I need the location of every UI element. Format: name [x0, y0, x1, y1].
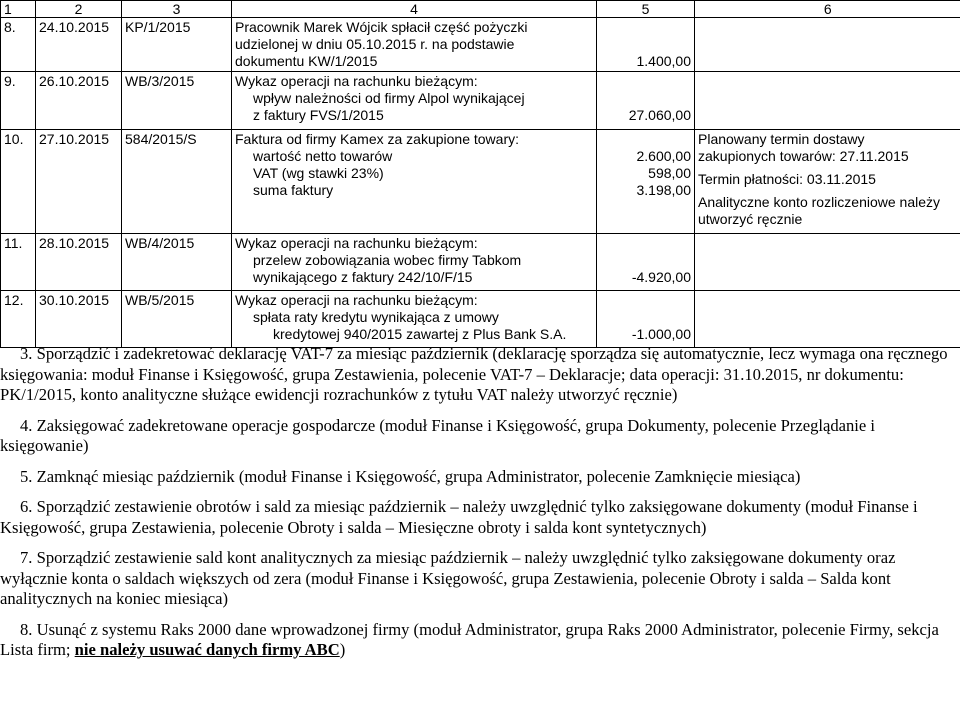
row-number: 8.	[1, 18, 36, 72]
table-row	[1, 234, 960, 291]
row-document: KP/1/2015	[122, 18, 232, 72]
row-amount	[597, 234, 695, 291]
row-document: WB/3/2015	[122, 72, 232, 130]
row-amount	[597, 18, 695, 72]
row-date: 24.10.2015	[36, 18, 122, 72]
row-description	[232, 18, 597, 72]
instruction-8-tail: )	[339, 640, 346, 659]
amount-line	[600, 131, 691, 148]
amount-line: 3.198,00	[636, 182, 691, 198]
instruction-7: 7. Sporządzić zestawienie sald kont analitycznych za miesiąc październik – należy uwzględnić tylko zaksięgowane dokumenty oraz wyłącznie konta o saldach większych od zera (moduł Finanse i Księgowość, grupa Zestawienia, polecenie Obroty i salda – Salda kont analitycznych na koniec miesiąca)	[0, 548, 896, 608]
table-row	[1, 18, 960, 72]
description-line: wynikającego z faktury 242/10/F/15	[253, 269, 473, 285]
row-notes	[695, 18, 960, 72]
instruction-8	[0, 620, 956, 661]
row-notes	[695, 130, 960, 234]
amount-line: 1.400,00	[636, 53, 691, 69]
instruction-6: 6. Sporządzić zestawienie obrotów i sald za miesiąc październik – należy uwzględnić tylko zaksięgowane dokumenty (moduł Finanse i Księgowość, grupa Zestawienia, polecenie Obroty i salda – Miesięczne obroty i salda kont syntetycznych)	[0, 497, 918, 537]
row-date: 26.10.2015	[36, 72, 122, 130]
description-line: kredytowej 940/2015 zawartej z Plus Bank S.A.	[273, 326, 567, 342]
row-amount	[597, 291, 695, 348]
row-notes	[695, 291, 960, 348]
note-line: utworzyć ręcznie	[698, 211, 803, 227]
note-line: zakupionych towarów: 27.11.2015	[698, 148, 909, 164]
amount-line	[600, 73, 691, 90]
amount-line: -1.000,00	[631, 326, 691, 342]
header-col-6: 6	[695, 1, 960, 18]
row-notes	[695, 234, 960, 291]
description-line: spłata raty kredytu wynikająca z umowy	[253, 309, 499, 325]
row-number: 10.	[1, 130, 36, 234]
description-line: wartość netto towarów	[253, 148, 393, 164]
instruction-3: 3. Sporządzić i zadekretować deklarację VAT-7 za miesiąc październik (deklarację sporządza się automatycznie, lecz wymaga ona ręcznego księgowania: moduł Finanse i Księgowość, grupa Zestawienia, polecenie VAT-7 – Deklaracje; data operacji: 31.10.2015, nr dokumentu: PK/1/2015, konto analityczne służące ewidencji rozrachunków z tytułu VAT należy utworzyć ręcznie)	[0, 344, 948, 404]
row-number: 12.	[1, 291, 36, 348]
row-description	[232, 72, 597, 130]
amount-line	[600, 309, 691, 326]
table-header-row	[1, 1, 960, 18]
row-description	[232, 130, 597, 234]
amount-line: 2.600,00	[636, 148, 691, 164]
table-row	[1, 291, 960, 348]
description-line: dokumentu KW/1/2015	[235, 53, 378, 69]
instruction-4: 4. Zaksięgować zadekretowane operacje gospodarcze (moduł Finanse i Księgowość, grupa Dokumenty, polecenie Przeglądanie i księgowanie)	[0, 415, 876, 455]
instruction-5: 5. Zamknąć miesiąc październik (moduł Finanse i Księgowość, grupa Administrator, polecenie Zamknięcie miesiąca)	[20, 466, 801, 486]
note-line: Planowany termin dostawy	[698, 131, 865, 147]
note-line: Analityczne konto rozliczeniowe należy	[698, 194, 941, 210]
description-line: Faktura od firmy Kamex za zakupione towary:	[235, 131, 520, 147]
amount-line	[600, 235, 691, 252]
amount-line	[600, 90, 691, 107]
amount-line: -4.920,00	[631, 269, 691, 285]
instruction-8-emphasis: nie należy usuwać danych firmy ABC	[74, 640, 340, 659]
instructions	[0, 344, 956, 671]
amount-line	[600, 292, 691, 309]
description-line: wpływ należności od firmy Alpol wynikającej	[253, 90, 525, 106]
description-line: udzielonej w dniu 05.10.2015 r. na podstawie	[235, 36, 515, 52]
row-amount	[597, 72, 695, 130]
row-document: 584/2015/S	[122, 130, 232, 234]
row-number: 9.	[1, 72, 36, 130]
operations-table	[0, 0, 960, 348]
header-col-2: 2	[36, 1, 122, 18]
description-line: z faktury FVS/1/2015	[253, 107, 384, 123]
description-line: Pracownik Marek Wójcik spłacił część pożyczki	[235, 19, 528, 35]
row-number: 11.	[1, 234, 36, 291]
amount-line: 27.060,00	[628, 107, 691, 123]
table-row	[1, 72, 960, 130]
row-description	[232, 291, 597, 348]
amount-line	[600, 252, 691, 269]
row-date: 30.10.2015	[36, 291, 122, 348]
row-date: 28.10.2015	[36, 234, 122, 291]
header-col-3: 3	[122, 1, 232, 18]
amount-line	[600, 36, 691, 53]
row-description	[232, 234, 597, 291]
instruction-8-lead: 8. Usunąć z systemu Raks 2000 dane wprowadzonej firmy (moduł Administrator, grupa Raks 2000 Administrator, polecenie Firmy, sekcja Lista firm;	[0, 619, 939, 659]
description-line: suma faktury	[253, 182, 334, 198]
amount-line	[600, 19, 691, 36]
description-line: Wykaz operacji na rachunku bieżącym:	[235, 73, 478, 89]
table-row	[1, 130, 960, 234]
row-document: WB/4/2015	[122, 234, 232, 291]
header-col-5: 5	[597, 1, 695, 18]
description-line: przelew zobowiązania wobec firmy Tabkom	[253, 252, 522, 268]
note-line: Termin płatności: 03.11.2015	[698, 171, 876, 187]
description-line: Wykaz operacji na rachunku bieżącym:	[235, 235, 478, 251]
row-notes	[695, 72, 960, 130]
header-col-1: 1	[1, 1, 36, 18]
description-line: VAT (wg stawki 23%)	[253, 165, 384, 181]
amount-line: 598,00	[648, 165, 691, 181]
row-document: WB/5/2015	[122, 291, 232, 348]
description-line: Wykaz operacji na rachunku bieżącym:	[235, 292, 478, 308]
header-col-4: 4	[232, 1, 597, 18]
row-amount	[597, 130, 695, 234]
row-date: 27.10.2015	[36, 130, 122, 234]
